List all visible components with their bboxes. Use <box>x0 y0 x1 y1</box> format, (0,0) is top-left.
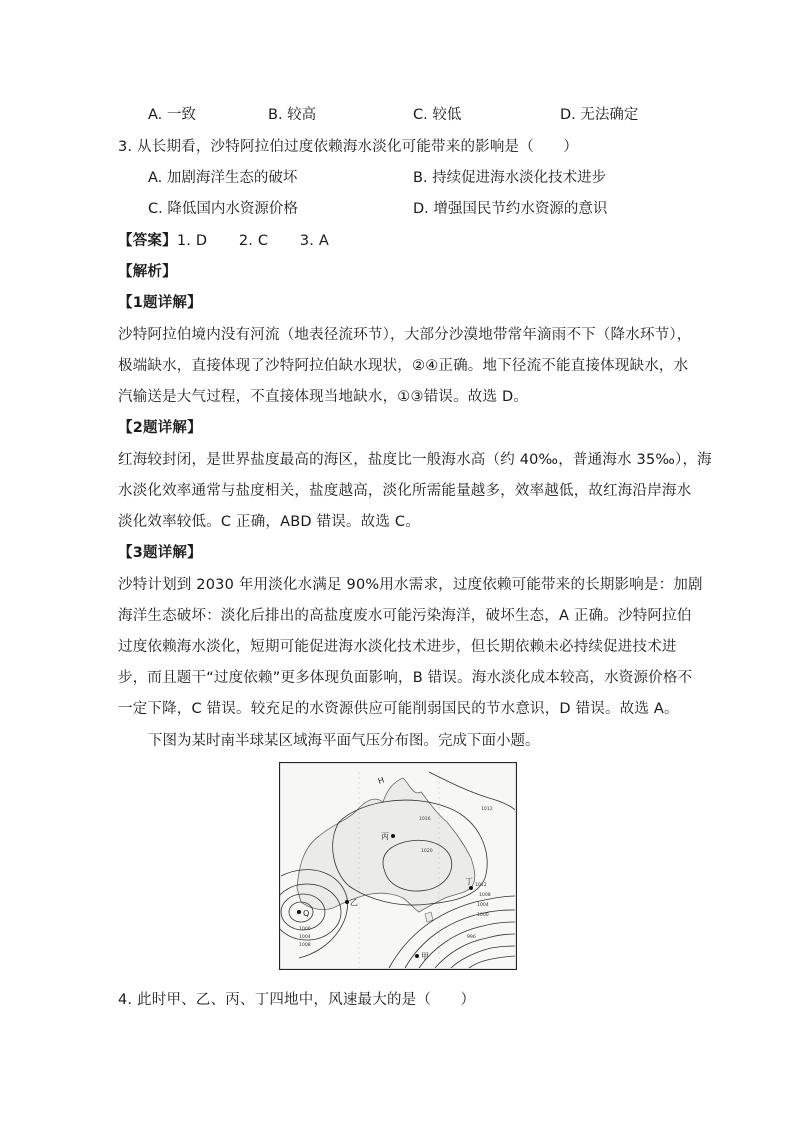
q2-option-d: D. 无法确定 <box>560 107 639 123</box>
section-3-line-2: 海洋生态破坏：淡化后排出的高盐度废水可能污染海洋，破坏生态，A 正确。沙特阿拉伯 <box>118 608 692 624</box>
section-1-line-3: 汽输送是大气过程，不直接体现当地缺水，①③错误。故选 D。 <box>118 389 529 405</box>
point-yi-label: 乙 <box>350 898 358 907</box>
section-2-line-3: 淡化效率较低。C 正确，ABD 错误。故选 C。 <box>118 514 420 530</box>
point-jia-label: 甲 <box>421 952 429 961</box>
pressure-map <box>279 762 517 970</box>
point-ding-label: 丁 <box>465 877 473 886</box>
isobar-label-1012-north: 1012 <box>481 807 493 812</box>
q3-option-a: A. 加剧海洋生态的破坏 <box>148 170 298 186</box>
isobar-label-1000-w: 1000 <box>299 927 311 932</box>
point-ding-marker <box>469 886 473 890</box>
point-bing-label: 丙 <box>381 832 389 841</box>
q3-option-c: C. 降低国内水资源价格 <box>148 201 298 217</box>
answer-item-3: 3. A <box>299 233 330 249</box>
section-1-heading: 【1题详解】 <box>118 295 202 311</box>
isobar-label-1016: 1016 <box>419 817 431 822</box>
isobar-label-996: 996 <box>467 935 476 940</box>
section-1-line-1: 沙特阿拉伯境内没有河流（地表径流环节），大部分沙漠地带常年滴雨不下（降水环节）， <box>118 327 692 343</box>
q2-option-a: A. 一致 <box>148 107 196 123</box>
figure-intro: 下图为某时南半球某区域海平面气压分布图。完成下面小题。 <box>148 733 540 749</box>
point-bing-marker <box>391 834 395 838</box>
answer-row <box>118 229 329 250</box>
isobar-label-1020: 1020 <box>421 849 433 854</box>
analysis-heading: 【解析】 <box>118 264 177 280</box>
q2-option-b: B. 较高 <box>268 107 317 123</box>
section-3-line-3: 过度依赖海水淡化，短期可能促进海水淡化技术进步，但长期依赖未必持续促进技术进 <box>118 639 677 655</box>
isobar-label-1004-w: 1004 <box>299 935 311 940</box>
point-yi-marker <box>345 900 349 904</box>
q4-stem: 4. 此时甲、乙、丙、丁四地中，风速最大的是（ ） <box>118 992 476 1008</box>
isobar-label-1004-se: 1004 <box>477 903 489 908</box>
isobar-label-1008-w: 1008 <box>299 943 311 948</box>
section-2-line-2: 水淡化效率通常与盐度相关，盐度越高，淡化所需能量越多，效率越低，故红海沿岸海水 <box>118 483 692 499</box>
section-3-heading: 【3题详解】 <box>118 545 202 561</box>
q3-option-b: B. 持续促进海水淡化技术进步 <box>413 170 607 186</box>
answer-label: 【答案】 <box>118 233 177 249</box>
q3-stem: 3. 从长期看，沙特阿拉伯过度依赖海水淡化可能带来的影响是（ ） <box>118 139 579 155</box>
isobar-label-1008-se: 1008 <box>479 893 491 898</box>
answer-item-1: 1. D <box>176 233 208 249</box>
q3-option-d: D. 增强国民节约水资源的意识 <box>413 201 608 217</box>
pressure-map-figure <box>279 762 517 970</box>
section-1-line-2: 极端缺水，直接体现了沙特阿拉伯缺水现状，②④正确。地下径流不能直接体现缺水，水 <box>118 358 689 374</box>
high-pressure-label: H <box>376 775 386 786</box>
low-q-label: Q <box>303 909 310 918</box>
section-3-line-1: 沙特计划到 2030 年用淡化水满足 90%用水需求，过度依赖可能带来的长期影响是：加剧 <box>118 577 703 593</box>
section-3-line-4: 步，而且题干“过度依赖”更多体现负面影响，B 错误。海水淡化成本较高，水资源价格不 <box>118 670 693 686</box>
section-3-line-5: 一定下降，C 错误。较充足的水资源供应可能削弱国民的节水意识，D 错误。故选 A。 <box>118 701 679 717</box>
isobar-label-1012-se: 1012 <box>475 883 487 888</box>
point-jia-marker <box>415 954 419 958</box>
point-low-marker <box>297 910 301 914</box>
q2-option-c: C. 较低 <box>413 107 462 123</box>
isobar-label-1000-se: 1000 <box>477 913 489 918</box>
section-2-line-1: 红海较封闭，是世界盐度最高的海区，盐度比一般海水高（约 40‰，普通海水 35‰），海 <box>118 452 712 468</box>
section-2-heading: 【2题详解】 <box>118 420 202 436</box>
answer-item-2: 2. C <box>238 233 269 249</box>
